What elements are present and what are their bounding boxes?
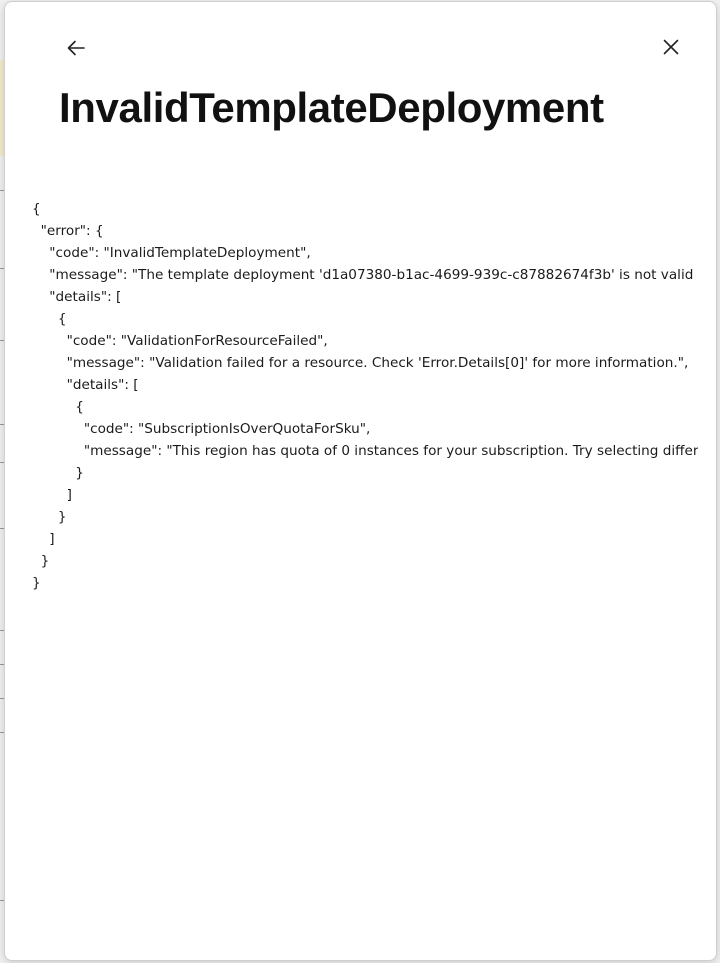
arrow-left-icon xyxy=(65,37,87,59)
json-line: "details": [ xyxy=(32,377,139,393)
json-line: } xyxy=(32,553,50,569)
json-line: "error": { xyxy=(32,223,104,239)
json-line: "code": "SubscriptionIsOverQuotaForSku", xyxy=(32,421,371,437)
json-line: { xyxy=(32,399,84,415)
error-details-dialog xyxy=(4,1,717,961)
dialog-title: InvalidTemplateDeployment xyxy=(59,84,604,131)
json-line: "code": "ValidationForResourceFailed", xyxy=(32,333,328,349)
json-line: "message": "This region has quota of 0 instances for your subscription. Try selecting differ xyxy=(32,443,698,459)
json-line: } xyxy=(32,575,41,591)
close-icon xyxy=(661,37,681,57)
json-line: { xyxy=(32,311,67,327)
json-line: "message": "Validation failed for a resource. Check 'Error.Details[0]' for more information.", xyxy=(32,355,689,371)
json-line: "message": "The template deployment 'd1a07380-b1ac-4699-939c-c87882674f3b' is not valid xyxy=(32,267,694,283)
json-line: } xyxy=(32,509,67,525)
back-button[interactable] xyxy=(58,30,94,66)
json-error-content xyxy=(32,198,698,594)
json-line: ] xyxy=(32,487,72,503)
json-line: { xyxy=(32,201,41,217)
json-line: ] xyxy=(32,531,55,547)
json-line: "code": "InvalidTemplateDeployment", xyxy=(32,245,311,261)
json-line: } xyxy=(32,465,84,481)
close-button[interactable] xyxy=(653,29,689,65)
json-line: "details": [ xyxy=(32,289,122,305)
